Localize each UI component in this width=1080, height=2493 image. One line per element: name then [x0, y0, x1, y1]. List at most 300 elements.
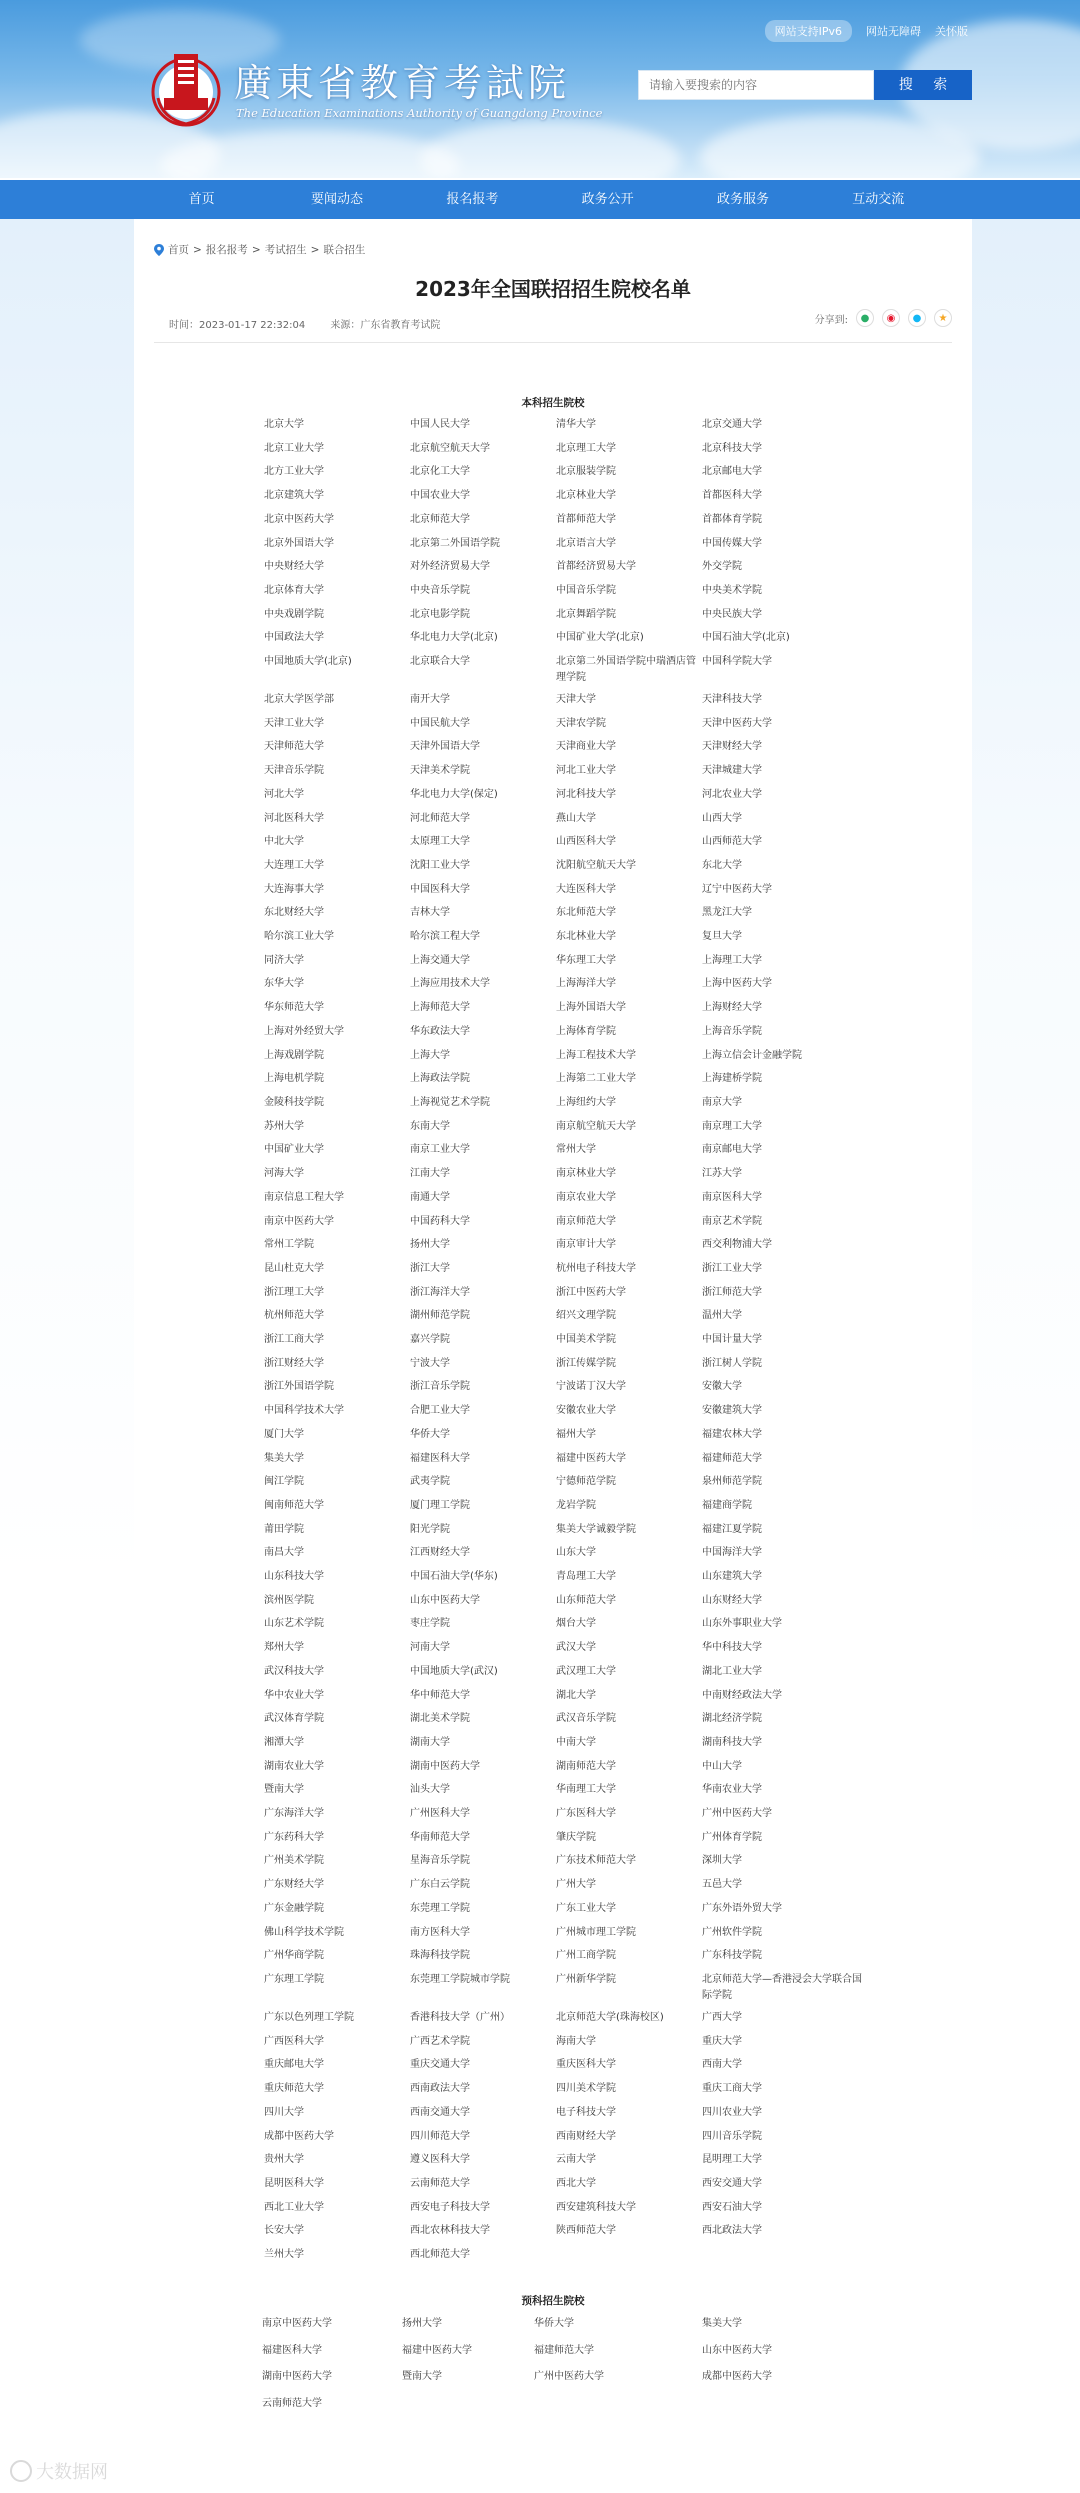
school-cell: 南京艺术学院 [702, 1215, 762, 1227]
school-cell: 暨南大学 [402, 2371, 442, 2382]
breadcrumb-separator: > [193, 243, 202, 256]
school-cell: 中国音乐学院 [556, 584, 616, 596]
weibo-icon[interactable]: ◉ [882, 309, 900, 327]
breadcrumb-separator: > [251, 243, 261, 256]
prep-section-title: 预科招生院校 [521, 2295, 585, 2307]
left-background [0, 219, 134, 2493]
school-cell: 西安建筑科技大学 [556, 2201, 636, 2213]
school-cell: 四川大学 [264, 2106, 304, 2118]
school-cell: 华侨大学 [534, 2318, 574, 2329]
location-pin-icon [154, 244, 164, 256]
school-cell: 广东科技学院 [702, 1950, 762, 1962]
school-cell: 香港科技大学（广州） [410, 2012, 510, 2023]
school-cell: 东北财经大学 [264, 907, 324, 919]
school-cell: 河北农业大学 [702, 788, 762, 800]
school-cell: 浙江大学 [410, 1262, 450, 1274]
school-cell: 北京航空航天大学 [410, 442, 490, 454]
school-cell: 广西医科大学 [264, 2035, 324, 2047]
school-cell: 山东外事职业大学 [702, 1618, 782, 1630]
school-cell: 中央音乐学院 [410, 584, 470, 596]
breadcrumb [154, 242, 365, 257]
school-cell: 华东理工大学 [556, 954, 616, 966]
school-cell: 北京舞蹈学院 [556, 608, 616, 620]
school-cell: 中国政法大学 [264, 632, 324, 644]
school-cell: 西安石油大学 [702, 2201, 762, 2213]
school-cell: 五邑大学 [702, 1879, 742, 1891]
school-cell: 华中农业大学 [264, 1689, 324, 1701]
school-cell: 华南师范大学 [410, 1831, 470, 1843]
school-cell: 吉林大学 [410, 907, 450, 919]
school-cell: 天津商业大学 [556, 741, 616, 753]
care-mode-link[interactable]: 关怀版 [935, 25, 968, 38]
school-cell: 天津工业大学 [264, 717, 324, 729]
school-cell: 山东财经大学 [702, 1594, 762, 1606]
school-cell: 海南大学 [556, 2035, 596, 2047]
school-cell: 广东海洋大学 [264, 1808, 324, 1820]
school-cell: 福建师范大学 [702, 1452, 762, 1464]
school-cell: 华东师范大学 [264, 1002, 324, 1014]
watermark-logo-icon [10, 2460, 32, 2482]
school-cell: 常州工学院 [264, 1239, 314, 1251]
school-cell: 沈阳工业大学 [410, 859, 470, 871]
school-cell: 上海工程技术大学 [556, 1049, 636, 1061]
qq-icon[interactable]: ● [908, 309, 926, 327]
school-cell: 上海立信会计金融学院 [702, 1049, 802, 1061]
school-cell: 北京电影学院 [410, 608, 470, 620]
school-cell: 武汉体育学院 [264, 1713, 324, 1725]
school-cell: 上海视觉艺术学院 [410, 1096, 490, 1108]
school-cell: 厦门大学 [264, 1428, 304, 1440]
school-cell: 成都中医药大学 [264, 2130, 334, 2142]
school-cell: 同济大学 [264, 954, 304, 966]
school-cell: 华侨大学 [410, 1428, 450, 1440]
school-cell: 广东工业大学 [556, 1902, 616, 1914]
school-cell: 西北工业大学 [264, 2201, 324, 2213]
school-cell: 北京理工大学 [556, 442, 616, 454]
school-cell: 佛山科学技术学院 [264, 1926, 344, 1938]
school-cell: 北京邮电大学 [702, 466, 762, 478]
school-cell: 山东科技大学 [264, 1571, 324, 1583]
school-cell: 广州新华学院 [556, 1974, 616, 1985]
school-cell: 首都师范大学 [556, 513, 616, 525]
school-cell: 河北科技大学 [556, 788, 616, 800]
school-cell: 南京大学 [702, 1096, 742, 1108]
share-label: 分享到: [814, 314, 848, 326]
school-cell: 河北工业大学 [556, 765, 616, 777]
school-cell: 天津大学 [556, 694, 596, 706]
school-cell: 中北大学 [264, 836, 304, 848]
nav-item-government-service[interactable]: 政务服务 [716, 192, 769, 207]
school-cell: 广东医科大学 [556, 1808, 616, 1820]
school-cell: 湖南大学 [410, 1736, 450, 1748]
school-cell: 安徽农业大学 [556, 1405, 616, 1417]
school-cell: 山东大学 [556, 1547, 596, 1559]
school-cell: 宁德师范学院 [556, 1476, 616, 1488]
school-cell: 北京外国语大学 [264, 537, 334, 549]
school-cell: 上海体育学院 [556, 1025, 616, 1037]
school-cell: 北京科技大学 [702, 442, 762, 454]
school-cell: 中央财经大学 [264, 561, 324, 573]
school-cell: 江苏大学 [702, 1168, 742, 1180]
school-cell: 东北林业大学 [556, 931, 616, 943]
school-cell: 西安交通大学 [702, 2177, 762, 2189]
school-cell: 上海电机学院 [264, 1073, 324, 1085]
breadcrumb-joint-admission[interactable]: 联合招生 [323, 244, 366, 256]
breadcrumb-registration[interactable]: 报名报考 [205, 244, 248, 256]
school-cell: 南方医科大学 [410, 1926, 470, 1938]
school-cell: 浙江中医药大学 [556, 1286, 626, 1298]
school-cell: 山东中医药大学 [702, 2344, 772, 2356]
school-cell: 福建农林大学 [702, 1428, 762, 1440]
school-cell: 枣庄学院 [410, 1618, 450, 1630]
prep-school-table [262, 2311, 862, 2417]
school-cell: 南京医科大学 [702, 1191, 762, 1203]
school-cell: 南京师范大学 [556, 1215, 616, 1227]
school-cell: 首都经济贸易大学 [556, 561, 636, 573]
school-cell: 上海交通大学 [410, 954, 470, 966]
school-cell: 大连医科大学 [556, 883, 616, 895]
school-cell: 首都体育学院 [702, 513, 762, 525]
school-cell: 广东技术师范大学 [556, 1855, 636, 1867]
school-cell: 山东师范大学 [556, 1594, 616, 1606]
school-cell: 重庆工商大学 [702, 2083, 762, 2095]
school-cell: 山西师范大学 [702, 836, 762, 848]
school-cell: 东华大学 [264, 978, 304, 990]
school-cell: 湖北大学 [556, 1689, 596, 1701]
school-cell: 广东财经大学 [264, 1879, 324, 1891]
wechat-icon[interactable]: ● [856, 309, 874, 327]
school-cell: 宁波大学 [410, 1357, 450, 1369]
nav-item-interaction[interactable]: 互动交流 [852, 192, 905, 207]
school-cell: 中国药科大学 [410, 1215, 470, 1227]
school-cell: 湖州师范学院 [410, 1310, 470, 1322]
school-cell: 湖南师范大学 [556, 1760, 616, 1772]
school-cell: 北京服装学院 [556, 466, 616, 478]
school-cell: 大连海事大学 [264, 883, 324, 895]
school-cell: 东莞理工学院 [410, 1902, 470, 1914]
school-cell: 东南大学 [410, 1120, 450, 1132]
school-cell: 西交利物浦大学 [702, 1239, 772, 1251]
school-cell: 滨州医学院 [264, 1594, 314, 1606]
qzone-star-icon[interactable]: ★ [934, 309, 952, 327]
school-cell: 湖南中医药大学 [410, 1760, 480, 1772]
nav-item-news[interactable]: 要闻动态 [310, 192, 363, 207]
school-cell: 北京工业大学 [264, 442, 324, 454]
school-cell: 华南理工大学 [556, 1784, 616, 1796]
school-cell: 清华大学 [556, 419, 596, 430]
school-cell: 山东艺术学院 [264, 1618, 324, 1630]
nav-item-registration[interactable]: 报名报考 [446, 192, 499, 207]
school-cell: 广西大学 [702, 2012, 742, 2023]
school-cell: 浙江财经大学 [264, 1357, 324, 1369]
school-cell: 浙江工业大学 [702, 1262, 762, 1274]
school-cell: 辽宁中医药大学 [702, 883, 772, 895]
school-cell: 四川美术学院 [556, 2083, 616, 2095]
school-cell: 天津外国语大学 [410, 741, 480, 753]
school-cell: 广东金融学院 [264, 1902, 324, 1914]
school-cell: 西安电子科技大学 [410, 2201, 490, 2213]
school-cell: 北京联合大学 [410, 656, 470, 668]
school-cell: 成都中医药大学 [702, 2371, 772, 2382]
school-cell: 广州软件学院 [702, 1926, 762, 1938]
school-cell: 福建中医药大学 [402, 2344, 472, 2356]
school-cell: 闽南师范大学 [264, 1499, 324, 1511]
school-cell: 南开大学 [410, 694, 450, 706]
school-cell: 南京林业大学 [556, 1168, 616, 1180]
school-cell: 中国地质大学(北京) [264, 656, 352, 668]
school-cell: 扬州大学 [402, 2318, 442, 2329]
school-cell: 中国美术学院 [556, 1334, 616, 1346]
nav-item-home[interactable]: 首页 [188, 192, 215, 207]
school-cell: 南京邮电大学 [702, 1144, 762, 1156]
school-cell: 中国计量大学 [702, 1334, 762, 1346]
school-cell: 北京交通大学 [702, 419, 762, 430]
school-cell: 西南交通大学 [410, 2106, 470, 2118]
school-cell: 北京语言大学 [556, 537, 616, 549]
school-cell: 上海中医药大学 [702, 978, 772, 990]
ipv6-badge: 网站支持IPv6 [765, 20, 852, 42]
search-button[interactable]: 搜 索 [874, 70, 972, 100]
school-cell: 武夷学院 [410, 1476, 450, 1488]
article-meta [169, 316, 462, 331]
school-cell: 中南大学 [556, 1736, 596, 1748]
school-cell: 华北电力大学(北京) [410, 632, 498, 644]
article-card [134, 219, 972, 2459]
school-cell: 上海大学 [410, 1049, 450, 1061]
school-cell: 上海第二工业大学 [556, 1073, 636, 1085]
school-cell: 福州大学 [556, 1428, 596, 1440]
school-cell: 中国农业大学 [410, 490, 470, 502]
main-nav [0, 180, 1080, 219]
school-cell: 苏州大学 [264, 1120, 304, 1132]
school-cell: 西北大学 [556, 2177, 596, 2189]
school-cell: 集美大学诚毅学院 [556, 1523, 636, 1535]
school-cell: 南京信息工程大学 [264, 1191, 344, 1203]
school-cell: 长安大学 [264, 2225, 304, 2237]
school-cell: 广东以色列理工学院 [264, 2012, 354, 2023]
school-cell: 南京审计大学 [556, 1239, 616, 1251]
school-cell: 天津美术学院 [410, 765, 470, 777]
school-cell: 云南大学 [556, 2154, 596, 2166]
school-cell: 广州大学 [556, 1879, 596, 1891]
school-cell: 山东中医药大学 [410, 1594, 480, 1606]
school-cell: 广东外语外贸大学 [702, 1902, 782, 1914]
site-title: 廣東省教育考試院 [234, 61, 571, 105]
school-cell: 华东政法大学 [410, 1025, 470, 1037]
school-cell: 华南农业大学 [702, 1784, 762, 1796]
school-cell: 南京航空航天大学 [556, 1120, 636, 1132]
school-cell: 中国科学院大学 [702, 656, 772, 668]
school-cell: 首都医科大学 [702, 490, 762, 502]
school-cell: 中央美术学院 [702, 584, 762, 596]
school-cell: 武汉大学 [556, 1642, 596, 1654]
school-cell: 中央民族大学 [702, 608, 762, 620]
school-cell: 河北大学 [264, 788, 304, 800]
school-cell: 中国民航大学 [410, 717, 470, 729]
school-cell: 河北医科大学 [264, 812, 324, 824]
school-cell: 深圳大学 [702, 1855, 742, 1867]
share-bar [815, 309, 952, 327]
publish-time: 时间：2023-01-17 22:32:04 [169, 320, 306, 331]
school-cell: 中国石油大学(北京) [702, 632, 790, 644]
school-cell: 上海应用技术大学 [410, 978, 490, 990]
school-cell: 上海理工大学 [702, 954, 762, 966]
school-cell: 上海财经大学 [702, 1002, 762, 1014]
school-cell: 龙岩学院 [556, 1499, 596, 1511]
school-cell: 重庆邮电大学 [264, 2059, 324, 2071]
school-cell: 上海海洋大学 [556, 978, 616, 990]
school-cell: 浙江树人学院 [702, 1357, 762, 1369]
school-cell: 广州医科大学 [410, 1808, 470, 1820]
school-cell: 常州大学 [556, 1144, 596, 1156]
school-cell: 西北农林科技大学 [410, 2225, 490, 2237]
school-cell: 浙江师范大学 [702, 1286, 762, 1298]
school-cell: 福建中医药大学 [556, 1452, 626, 1464]
school-cell: 中国矿业大学(北京) [556, 632, 644, 644]
school-cell: 南昌大学 [264, 1547, 304, 1559]
school-cell: 中央戏剧学院 [264, 608, 324, 620]
school-cell: 四川音乐学院 [702, 2130, 762, 2142]
school-cell: 中南财经政法大学 [702, 1689, 782, 1701]
school-cell: 浙江外国语学院 [264, 1381, 334, 1393]
school-cell: 广西艺术学院 [410, 2035, 470, 2047]
site-subtitle: The Education Examinations Authority of Guangdong Province [236, 106, 603, 120]
school-cell: 广东白云学院 [410, 1879, 470, 1891]
school-cell: 北方工业大学 [264, 466, 324, 478]
school-cell: 合肥工业大学 [410, 1405, 470, 1417]
school-cell: 西南政法大学 [410, 2083, 470, 2095]
undergrad-school-table [264, 413, 864, 2267]
school-cell: 中国地质大学(武汉) [410, 1665, 498, 1677]
school-cell: 浙江工商大学 [264, 1334, 324, 1346]
school-cell: 华中科技大学 [702, 1642, 762, 1654]
school-cell: 星海音乐学院 [410, 1855, 470, 1867]
school-cell: 广州城市理工学院 [556, 1926, 636, 1938]
school-cell: 集美大学 [264, 1452, 304, 1464]
school-cell: 昆明医科大学 [264, 2177, 324, 2189]
school-cell: 湘潭大学 [264, 1736, 304, 1748]
school-cell: 厦门理工学院 [410, 1499, 470, 1511]
school-cell: 燕山大学 [556, 812, 596, 824]
watermark [10, 2458, 108, 2484]
school-cell: 上海纽约大学 [556, 1096, 616, 1108]
undergrad-section-title: 本科招生院校 [521, 397, 585, 409]
school-cell: 福建江夏学院 [702, 1523, 762, 1535]
school-cell: 西南财经大学 [556, 2130, 616, 2142]
breadcrumb-exam-admission[interactable]: 考试招生 [264, 244, 307, 256]
school-cell: 对外经济贸易大学 [410, 561, 490, 573]
school-cell: 珠海科技学院 [410, 1950, 470, 1962]
school-cell: 武汉音乐学院 [556, 1713, 616, 1725]
school-cell: 北京师范大学 [410, 513, 470, 525]
school-cell: 北京体育大学 [264, 584, 324, 596]
school-cell: 南通大学 [410, 1191, 450, 1203]
school-cell: 上海音乐学院 [702, 1025, 762, 1037]
school-cell: 金陵科技学院 [264, 1096, 324, 1108]
school-cell: 上海外国语大学 [556, 1002, 626, 1014]
article-source: 来源：广东省教育考试院 [330, 320, 441, 331]
school-cell: 集美大学 [702, 2318, 742, 2329]
school-cell: 浙江传媒学院 [556, 1357, 616, 1369]
school-cell: 重庆医科大学 [556, 2059, 616, 2071]
school-cell: 肇庆学院 [556, 1831, 596, 1843]
search-input[interactable] [638, 70, 874, 100]
school-cell: 中国矿业大学 [264, 1144, 324, 1156]
school-cell: 天津财经大学 [702, 741, 762, 753]
school-cell: 东莞理工学院城市学院 [410, 1974, 510, 1985]
school-cell: 温州大学 [702, 1310, 742, 1322]
school-cell: 湖南中医药大学 [262, 2371, 332, 2382]
site-logo [150, 48, 222, 128]
school-cell: 上海戏剧学院 [264, 1049, 324, 1061]
school-cell: 黑龙江大学 [702, 907, 752, 919]
school-cell: 绍兴文理学院 [556, 1310, 616, 1322]
school-cell: 河北师范大学 [410, 812, 470, 824]
school-cell: 天津农学院 [556, 717, 606, 729]
school-cell: 福建商学院 [702, 1499, 752, 1511]
school-cell: 中国人民大学 [410, 419, 470, 430]
school-cell: 西南大学 [702, 2059, 742, 2071]
school-cell: 上海政法学院 [410, 1073, 470, 1085]
school-cell: 中国海洋大学 [702, 1547, 762, 1559]
accessibility-link[interactable]: 网站无障碍 [866, 25, 921, 38]
school-cell: 安徽大学 [702, 1381, 742, 1393]
nav-items [134, 180, 946, 219]
school-cell: 山西医科大学 [556, 836, 616, 848]
school-cell: 汕头大学 [410, 1784, 450, 1796]
breadcrumb-home[interactable]: 首页 [168, 244, 189, 256]
school-cell: 复旦大学 [702, 931, 742, 943]
school-cell: 上海建桥学院 [702, 1073, 762, 1085]
school-cell: 山西大学 [702, 812, 742, 824]
watermark-text: 大数据网 [36, 2462, 108, 2483]
nav-item-government-info[interactable]: 政务公开 [581, 192, 634, 207]
school-cell: 广州华商学院 [264, 1950, 324, 1962]
school-cell: 广州美术学院 [264, 1855, 324, 1867]
school-cell: 兰州大学 [264, 2249, 304, 2261]
school-cell: 北京建筑大学 [264, 490, 324, 502]
school-cell: 华中师范大学 [410, 1689, 470, 1701]
school-cell: 沈阳航空航天大学 [556, 859, 636, 871]
school-cell: 天津城建大学 [702, 765, 762, 777]
school-cell: 中国传媒大学 [702, 537, 762, 549]
school-cell: 北京第二外国语学院中瑞酒店管理学院 [556, 656, 696, 684]
school-cell: 天津师范大学 [264, 741, 324, 753]
top-links [765, 20, 968, 42]
school-cell: 南京中医药大学 [264, 1215, 334, 1227]
school-cell: 重庆师范大学 [264, 2083, 324, 2095]
school-cell: 天津音乐学院 [264, 765, 324, 777]
school-cell: 浙江音乐学院 [410, 1381, 470, 1393]
school-cell: 东北师范大学 [556, 907, 616, 919]
school-cell: 四川农业大学 [702, 2106, 762, 2118]
school-cell: 哈尔滨工程大学 [410, 931, 480, 943]
school-cell: 南京中医药大学 [262, 2318, 332, 2329]
school-cell: 浙江海洋大学 [410, 1286, 470, 1298]
school-cell: 泉州师范学院 [702, 1476, 762, 1488]
school-cell: 北京大学 [264, 419, 304, 430]
school-cell: 安徽建筑大学 [702, 1405, 762, 1417]
school-cell: 南京理工大学 [702, 1120, 762, 1132]
school-cell: 北京化工大学 [410, 466, 470, 478]
article-title: 2023年全国联招招生院校名单 [415, 277, 691, 301]
school-cell: 江西财经大学 [410, 1547, 470, 1559]
school-cell: 福建医科大学 [262, 2344, 322, 2356]
school-cell: 广东药科大学 [264, 1831, 324, 1843]
school-cell: 华北电力大学(保定) [410, 788, 498, 800]
school-cell: 北京师范大学—香港浸会大学联合国际学院 [702, 1974, 862, 2001]
breadcrumb-separator: > [310, 243, 320, 256]
